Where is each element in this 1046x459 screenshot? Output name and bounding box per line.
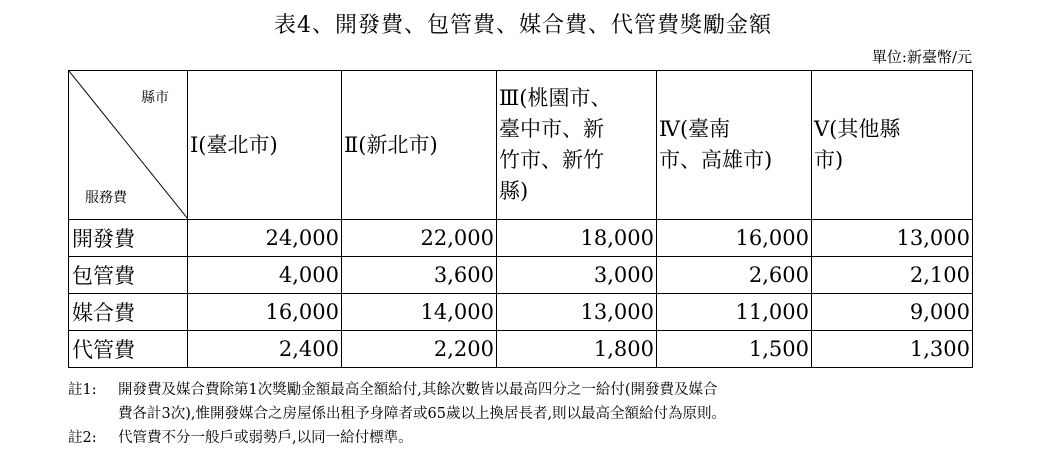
footnote-text: 開發費及媒合費除第1次獎勵金額最高全額給付,其餘次數皆以最高四分之一給付(開發費及媒合 費各計3次),惟開發媒合之房屋係出租予身障者或65歲以上換居長者,則以最高全額給付為原則。 xyxy=(118,382,727,422)
table-header-row xyxy=(69,71,973,220)
table-row xyxy=(69,331,973,368)
table-cell: 13,000 xyxy=(812,220,973,257)
table-row xyxy=(69,257,973,294)
table-cell: 22,000 xyxy=(342,220,497,257)
row-label: 開發費 xyxy=(69,220,188,257)
column-header-region-2: Ⅱ(新北市) xyxy=(342,71,497,220)
table-row xyxy=(69,220,973,257)
page-title: 表4、開發費、包管費、媒合費、代管費獎勵金額 xyxy=(274,13,772,38)
corner-cell xyxy=(69,71,188,220)
table-cell: 3,600 xyxy=(342,257,497,294)
table-cell: 16,000 xyxy=(188,294,342,331)
table-cell: 4,000 xyxy=(188,257,342,294)
column-header-region-3: Ⅲ(桃園市、 臺中市、新 竹市、新竹 縣) xyxy=(497,71,657,220)
footnote-label: 註1: xyxy=(68,382,97,398)
table-cell: 2,100 xyxy=(812,257,973,294)
table-cell: 1,500 xyxy=(657,331,812,368)
row-label: 包管費 xyxy=(69,257,188,294)
table-cell: 11,000 xyxy=(657,294,812,331)
table-cell: 16,000 xyxy=(657,220,812,257)
fee-table xyxy=(68,70,973,368)
table-cell: 1,800 xyxy=(497,331,657,368)
footnote-1 xyxy=(68,378,988,426)
row-label: 代管費 xyxy=(69,331,188,368)
table-row xyxy=(69,294,973,331)
table-cell: 24,000 xyxy=(188,220,342,257)
column-header-region-1: Ⅰ(臺北市) xyxy=(188,71,342,220)
corner-label-city: 縣市 xyxy=(141,90,169,106)
table-cell: 14,000 xyxy=(342,294,497,331)
table-cell: 13,000 xyxy=(497,294,657,331)
column-header-region-4: Ⅳ(臺南 市、高雄市) xyxy=(657,71,812,220)
footnote-label: 註2: xyxy=(68,430,97,446)
footnotes xyxy=(68,378,988,450)
table-cell: 2,400 xyxy=(188,331,342,368)
table-cell: 2,600 xyxy=(657,257,812,294)
table-cell: 1,300 xyxy=(812,331,973,368)
table-cell: 3,000 xyxy=(497,257,657,294)
table-cell: 2,200 xyxy=(342,331,497,368)
table-cell: 9,000 xyxy=(812,294,973,331)
corner-label-fee: 服務費 xyxy=(85,190,127,206)
footnote-2 xyxy=(68,426,988,450)
unit-label: 單位:新臺幣/元 xyxy=(871,48,972,66)
table-cell: 18,000 xyxy=(497,220,657,257)
row-label: 媒合費 xyxy=(69,294,188,331)
column-header-region-5: Ⅴ(其他縣 市) xyxy=(812,71,973,220)
footnote-text: 代管費不分一般戶或弱勢戶,以同一給付標準。 xyxy=(118,430,413,446)
